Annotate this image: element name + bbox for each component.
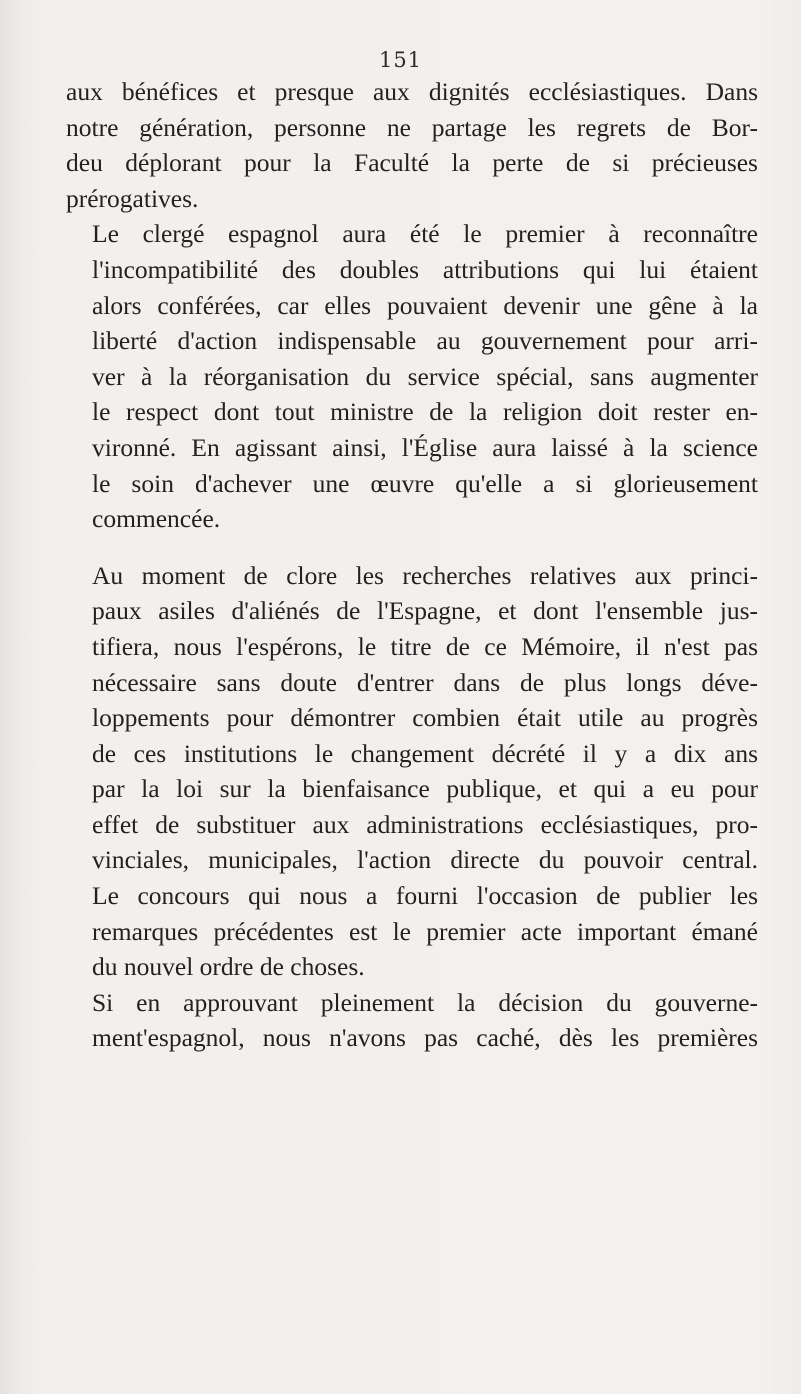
text-line: de ces institutions le changement décrété il y a dix ans bbox=[92, 738, 758, 768]
text-line: Le concours qui nous a fourni l'occasion de publier les bbox=[92, 881, 758, 911]
text-line: le respect dont tout ministre de la religion doit rester en- bbox=[92, 397, 758, 427]
text-line: par la loi sur la bienfaisance publique, et qui a eu pour bbox=[92, 774, 758, 804]
text-line: Si en approuvant pleinement la décision du gouverne- bbox=[92, 987, 758, 1017]
text-line: effet de substituer aux administrations ecclésiastiques, pro- bbox=[92, 809, 758, 839]
text-line: loppements pour démontrer combien était utile au progrès bbox=[92, 703, 758, 733]
body-text bbox=[66, 74, 758, 1056]
text-line: ver à la réorganisation du service spécial, sans augmenter bbox=[92, 361, 758, 391]
text-line: paux asiles d'aliénés de l'Espagne, et dont l'ensemble jus- bbox=[92, 596, 758, 626]
text-line: liberté d'action indispensable au gouvernement pour arri- bbox=[92, 326, 758, 356]
text-line: tifiera, nous l'espérons, le titre de ce Mémoire, il n'est pas bbox=[92, 631, 758, 661]
text-line: alors conférées, car elles pouvaient devenir une gêne à la bbox=[92, 290, 758, 320]
text-line: ment'espagnol, nous n'avons pas caché, dès les premières bbox=[92, 1023, 758, 1053]
text-line: du nouvel ordre de choses. bbox=[92, 952, 365, 982]
text-line: aux bénéfices et presque aux dignités ecclésiastiques. Dans bbox=[66, 77, 758, 106]
text-line: le soin d'achever une œuvre qu'elle a si glorieusement bbox=[92, 468, 758, 498]
paragraph-4 bbox=[66, 985, 758, 1056]
text-line: nécessaire sans doute d'entrer dans de plus longs déve- bbox=[92, 667, 758, 697]
text-line: vinciales, municipales, l'action directe du pouvoir central. bbox=[92, 845, 758, 875]
text-line: Au moment de clore les recherches relatives aux princi- bbox=[92, 560, 758, 590]
text-line: l'incompatibilité des doubles attributions qui lui étaient bbox=[92, 254, 758, 284]
text-line: deu déplorant pour la Faculté la perte de si précieuses bbox=[66, 148, 758, 178]
paragraph-3 bbox=[66, 558, 758, 985]
page-number: 151 bbox=[378, 48, 423, 72]
text-line: vironné. En agissant ainsi, l'Église aura laissé à la science bbox=[92, 432, 758, 462]
paragraph-1 bbox=[66, 74, 758, 216]
text-line: remarques précédentes est le premier acte important émané bbox=[92, 916, 758, 946]
text-line: commencée. bbox=[92, 504, 221, 534]
text-line: notre génération, personne ne partage les regrets de Bor- bbox=[66, 112, 758, 142]
paragraph-2 bbox=[66, 216, 758, 536]
text-line: Le clergé espagnol aura été le premier à reconnaître bbox=[92, 219, 758, 249]
text-line: prérogatives. bbox=[66, 183, 199, 213]
